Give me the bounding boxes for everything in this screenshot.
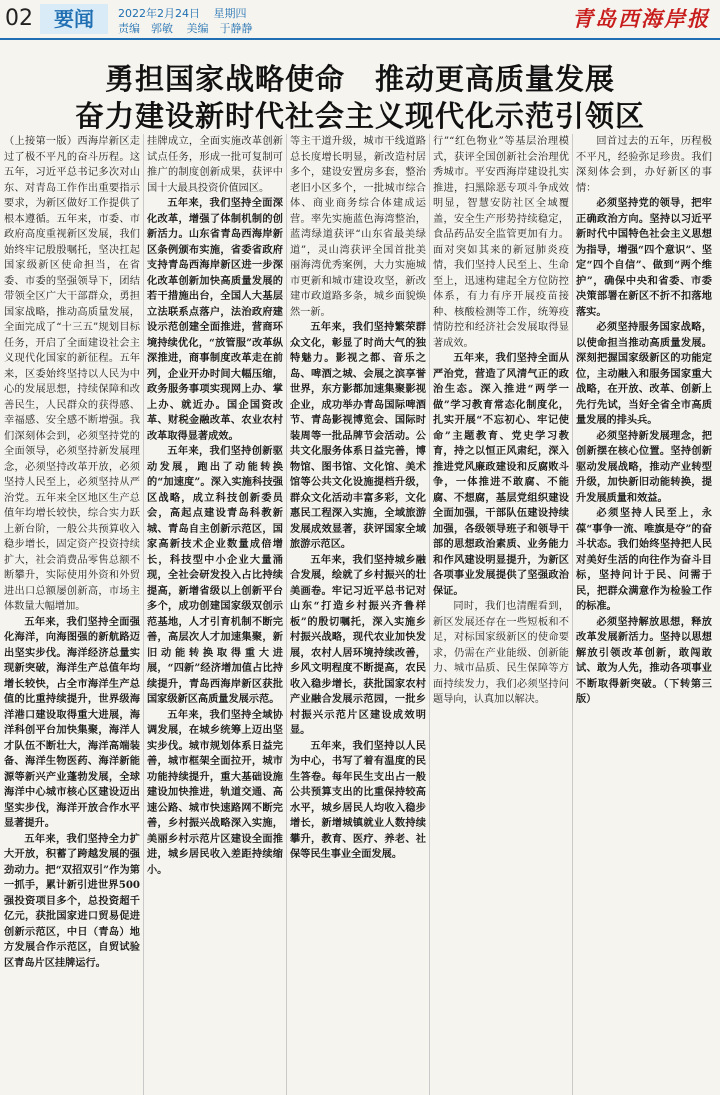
paragraph: 必须坚持解放思想，释放改革发展新活力。坚持以思想解放引领改革创新，敢闯敢试、敢为人先，推动各项事业不断取得新突破。（下转第三版）	[576, 615, 712, 705]
article-column-2	[147, 134, 283, 1095]
paragraph: 必须坚持人民至上，永葆“事争一流、唯旗是夺”的奋斗状态。我们始终坚持把人民对美好生活的向往作为奋斗目标，坚持问计于民、问需于民，把群众满意作为检验工作的标准。	[576, 507, 712, 612]
paragraph: 五年来，我们坚持全域协调发展，在城乡统筹上迈出坚实步伐。城市规划体系日益完善，城市框架全面拉开，城市功能持续提升，重大基础设施建设加快推进，轨道交通、高速公路、城市快速路网不断完善，乡村振兴战略深入实施，美丽乡村示范片区建设全面推进，城乡居民收入差距持续缩小。	[147, 708, 283, 876]
paragraph: 五年来，我们坚持全力扩大开放，积蓄了跨越发展的强劲动力。把“双招双引”作为第一抓手，累计新引进世界500强投资项目多个，总投资超千亿元，获批国家进口贸易促进创新示范区，中日（青岛）地方发展合作示范区，自贸试验区青岛片区挂牌运行。	[4, 832, 140, 969]
article-column-5	[576, 134, 712, 1095]
article-body	[0, 134, 720, 1095]
column-divider	[286, 134, 287, 1095]
paragraph: 五年来，我们坚持繁荣群众文化，彰显了时尚大气的独特魅力。影视之都、音乐之岛、啤酒之城、会展之滨享誉世界，东方影都加速集聚影视企业，成功举办青岛国际啤酒节、青岛影视博览会、国际时装周等一批品牌节会活动。公共文化服务体系日益完善，博物馆、图书馆、文化馆、美术馆等公共文化设施提档升级，群众文化活动丰富多彩，文化惠民工程深入实施，全域旅游发展成效显著，获评国家全域旅游示范区。	[290, 321, 426, 550]
paragraph: 行”“红色物业”等基层治理模式，获评全国创新社会治理优秀城市。平安西海岸建设扎实推进，扫黑除恶专项斗争成效明显，智慧安防社区全域覆盖，安全生产形势持续稳定，食品药品安全监管更加有力。面对突如其来的新冠肺炎疫情，我们坚持人民至上、生命至上，迅速构建起全方位防控体系，有力有序开展疫苗接种、核酸检测等工作，统筹疫情防控和经济社会发展取得显著成效。	[433, 136, 569, 349]
paragraph: 回首过去的五年，历程极不平凡，经验弥足珍贵。我们深刻体会到，办好新区的事情：	[576, 136, 712, 194]
header-rule	[0, 38, 720, 40]
paragraph: 五年来，我们坚持城乡融合发展，绘就了乡村振兴的壮美画卷。牢记习近平总书记对山东“打造乡村振兴齐鲁样板”的殷切嘱托，深入实施乡村振兴战略，现代农业加快发展，农村人居环境持续改善，乡风文明程度不断提高，农民收入稳步增长，获批国家农村产业融合发展示范园，一批乡村振兴示范片区建设成效明显。	[290, 553, 426, 736]
headline-line-1: 勇担国家战略使命 推动更高质量发展	[104, 62, 615, 96]
paragraph: 五年来，我们坚持全面深化改革，增强了体制机制的创新活力。山东省青岛西海岸新区条例颁布实施，省委省政府支持青岛西海岸新区进一步深化改革创新加快高质量发展的若干措施出台，全国人大基层立法联系点落户，法治政府建设示范创建全面推进，营商环境持续优化，“放管服”改革纵深推进，商事制度改革走在前列，企业开办时间大幅压缩，政务服务事项实现网上办、掌上办、就近办。国企国资改革、财税金融改革、农业农村改革取得显著成效。	[147, 197, 283, 442]
paragraph: 五年来，我们坚持以人民为中心，书写了着有温度的民生答卷。每年民生支出占一般公共预算支出的比重保持较高水平，城乡居民人均收入稳步增长，新增城镇就业人数持续攀升，教育、医疗、养老、社保等民生事业全面发展。	[290, 739, 426, 860]
issue-meta-line2	[118, 20, 263, 36]
column-divider	[143, 134, 144, 1095]
column-divider	[429, 134, 430, 1095]
paragraph: 五年来，我们坚持创新驱动发展，跑出了动能转换的“加速度”。深入实施科技强区战略，成立科技创新委员会，高起点建设青岛科教新城、青岛自主创新示范区，国家高新技术企业数量成倍增长，科技型中小企业大量涌现，全社会研发投入占比持续提高，新增省级以上创新平台多个，成功创建国家级双创示范基地，人才引育机制不断完善，高层次人才加速集聚，新旧动能转换取得重大进展，“四新”经济增加值占比持续提升，青岛西海岸新区获批国家级新区高质量发展示范。	[147, 445, 283, 705]
paragraph: 同时，我们也清醒看到，新区发展还存在一些短板和不足，对标国家级新区的使命要求，仍需在产业能级、创新能力、城市品质、民生保障等方面持续发力，我们必须坚持问题导向，认真加以解决。	[433, 601, 569, 705]
column-divider	[572, 134, 573, 1095]
paragraph: 挂牌成立，全面实施改革创新试点任务，形成一批可复制可推广的制度创新成果，获评中国十大最具投资价值园区。	[147, 136, 283, 194]
paragraph: 必须坚持党的领导，把牢正确政治方向。坚持以习近平新时代中国特色社会主义思想为指导，增强“四个意识”、坚定“四个自信”、做到“两个维护”，确保中央和省委、市委决策部署在新区不折不扣落地落实。	[576, 197, 712, 318]
editor-credit: 责编 郭敏	[118, 22, 173, 35]
issue-date: 2022年2月24日	[118, 7, 200, 20]
page-header	[0, 0, 720, 38]
article-column-1	[4, 134, 140, 1095]
paragraph: 等主干道升级，城市干线道路总长度增长明显，新改造村居多个，建设安置房多套，整治老旧小区多个，一批城市综合体、商业商务综合体建成运营。率先实施蓝色海湾整治，蓝湾绿道获评“山东省最美绿道”，灵山湾获评全国首批美丽海湾优秀案例，大力实施城市更新和城市建设攻坚，新改建市政道路多条，城乡面貌焕然一新。	[290, 136, 426, 318]
issue-weekday: 星期四	[213, 7, 247, 20]
paragraph: 五年来，我们坚持全面从严治党，营造了风清气正的政治生态。深入推进“两学一做”学习教育常态化制度化，扎实开展“不忘初心、牢记使命”主题教育、党史学习教育，持之以恒正风肃纪，深入推进党风廉政建设和反腐败斗争，一体推进不敢腐、不能腐、不想腐，基层党组织建设全面加强，干部队伍建设持续加强，各级领导班子和领导干部的思想政治素质、业务能力和作风建设明显提升，为新区各项事业发展提供了坚强政治保证。	[433, 352, 569, 597]
page-number: 02	[5, 6, 33, 31]
newspaper-masthead: 青岛西海岸报	[572, 6, 710, 31]
issue-meta-line1	[118, 5, 257, 21]
designer-credit: 美编 于静静	[186, 22, 253, 35]
article-column-4	[433, 134, 569, 1095]
paragraph: 必须坚持服务国家战略，以使命担当推动高质量发展。深刻把握国家级新区的功能定位，主动融入和服务国家重大战略，在开放、改革、创新上先行先试，当好全省全市高质量发展的排头兵。	[576, 321, 712, 426]
article-column-3	[290, 134, 426, 1095]
paragraph: （上接第一版）西海岸新区走过了极不平凡的奋斗历程。这五年，习近平总书记多次对山东、对青岛工作作出重要指示要求，为新区做好工作提供了根本遵循。五年来，市委、市政府高度重视新区发展，我们始终牢记殷殷嘱托，坚决扛起国家级新区使命担当，在省委、市委的坚强领导下，团结带领全区广大干部群众，勇担国家战略，推动高质量发展，全面完成了“十三五”规划目标任务，开启了全面建设社会主义现代化国家的新征程。五年来，区委始终坚持以人民为中心的发展思想，持续保障和改善民生，人民群众的获得感、幸福感、安全感不断增强。我们深刻体会到，必须坚持党的全面领导，必须坚持新发展理念，必须坚持改革开放，必须坚持人民至上，必须坚持从严治党。五年来全区地区生产总值年均增长较快，综合实力跃上新台阶，一般公共预算收入稳步增长，固定资产投资持续扩大，社会消费品零售总额不断攀升，实际使用外资和外贸进出口总额屡创新高，市场主体数量大幅增加。	[4, 136, 140, 612]
paragraph: 五年来，我们坚持全面强化海洋，向海图强的新航路迈出坚实步伐。海洋经济总量实现新突破，海洋生产总值年均增长较快，占全市海洋生产总值的比重持续提升，世界级海洋港口建设取得重大进展，海洋科创平台加快集聚，海洋人才队伍不断壮大，海洋高端装备、海洋生物医药、海洋新能源等新兴产业蓬勃发展，全球海洋中心城市核心区建设迈出坚实步伐，海洋开放合作水平显著提升。	[4, 615, 140, 829]
paragraph: 必须坚持新发展理念，把创新摆在核心位置。坚持创新驱动发展战略，推动产业转型升级，加快新旧动能转换，提升发展质量和效益。	[576, 429, 712, 504]
headline-line-2: 奋力建设新时代社会主义现代化示范引领区	[74, 99, 645, 133]
section-name: 要闻	[54, 7, 94, 31]
